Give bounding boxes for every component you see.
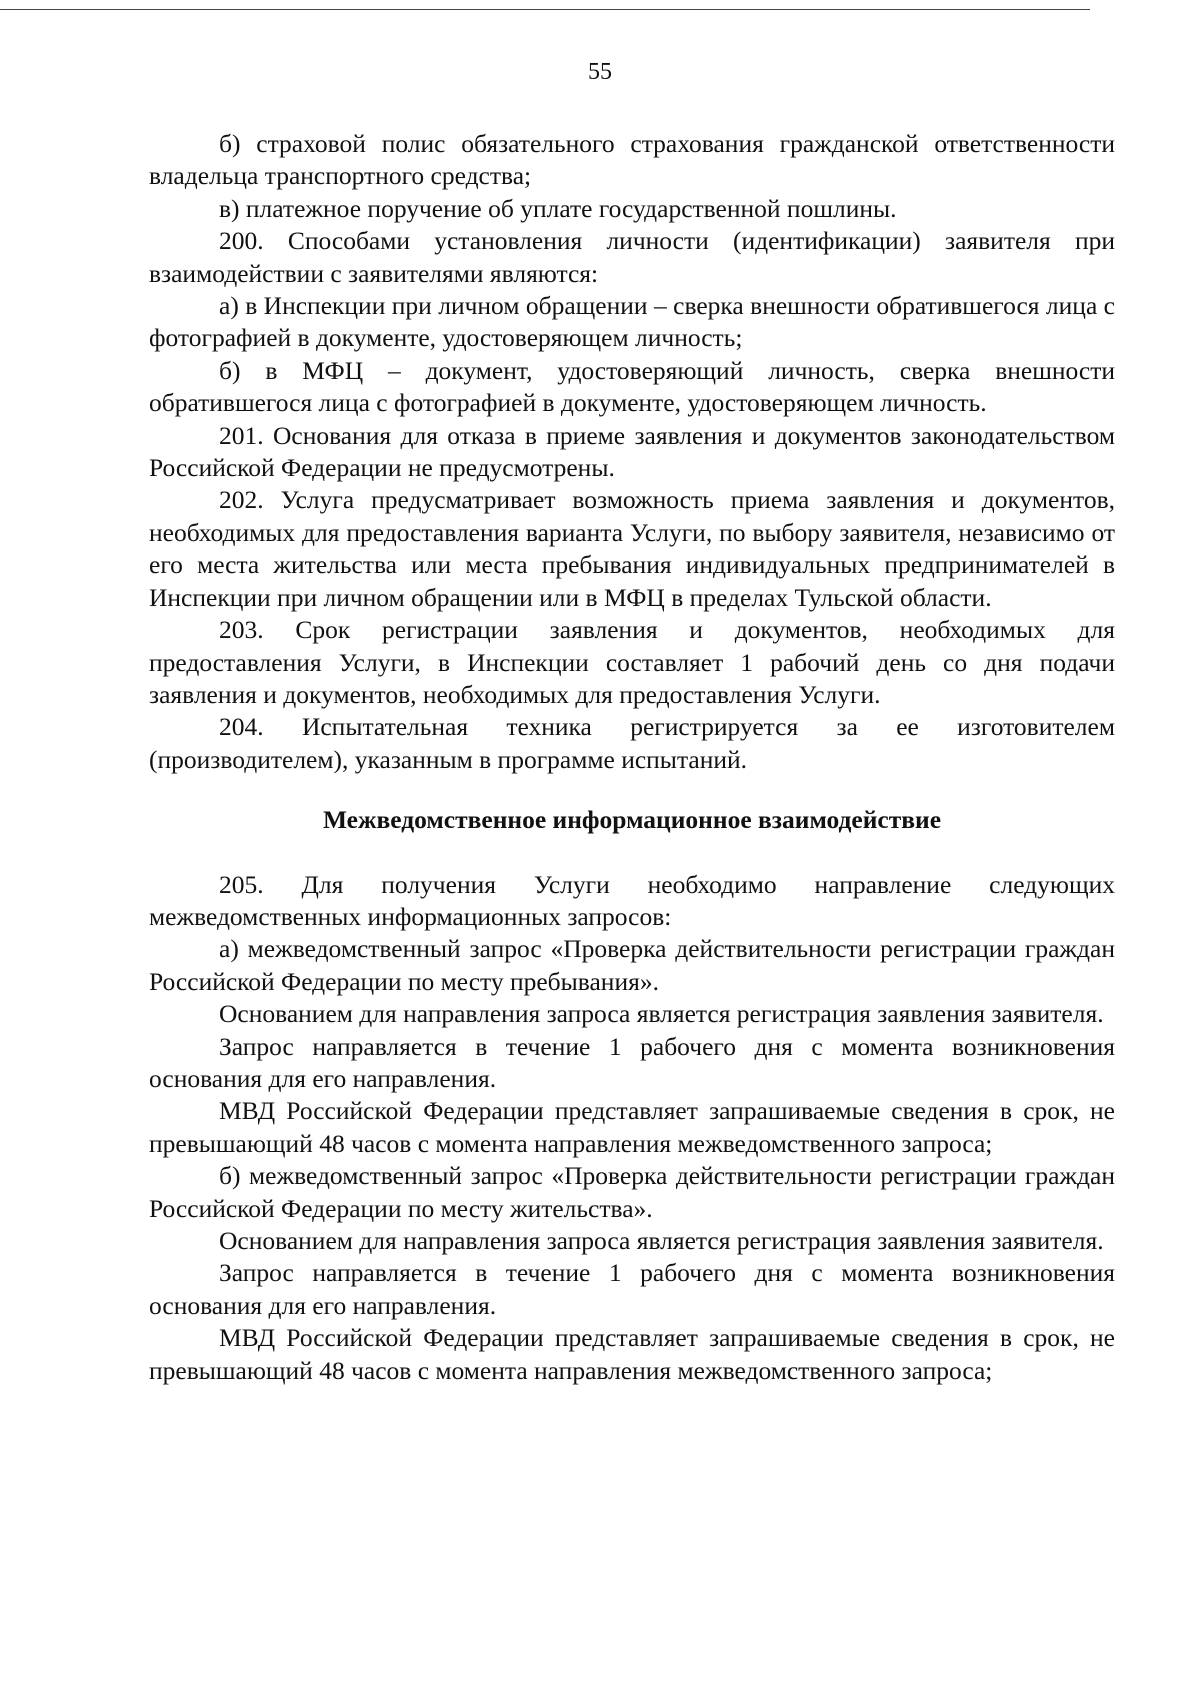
paragraph: б) в МФЦ – документ, удостоверяющий личность, сверка внешности обратившегося лица с фотографией в документе, удостоверяющем личность. xyxy=(149,355,1115,418)
paragraph: 204. Испытательная техника регистрируется за ее изготовителем (производителем), указанным в программе испытаний. xyxy=(149,712,1115,774)
paragraph: Основанием для направления запроса является регистрация заявления заявителя. xyxy=(219,999,1104,1029)
page-number: 55 xyxy=(588,59,612,85)
top-scan-edge-line xyxy=(0,9,1090,10)
document-body xyxy=(149,128,1115,1387)
paragraph: Запрос направляется в течение 1 рабочего дня с момента возникновения основания для его направления. xyxy=(149,1031,1115,1093)
paragraph: а) межведомственный запрос «Проверка действительности регистрации граждан Российской Федерации по месту пребывания». xyxy=(149,934,1115,996)
paragraph: в) платежное поручение об уплате государственной пошлины. xyxy=(219,193,897,223)
paragraph: Основанием для направления запроса является регистрация заявления заявителя. xyxy=(219,1226,1104,1255)
paragraph: б) страховой полис обязательного страхования гражданской ответственности владельца транспортного средства; xyxy=(149,129,1115,191)
paragraph: 202. Услуга предусматривает возможность приема заявления и документов, необходимых для предоставления варианта Услуги, по выбору заявителя, независимо от его места жительства или места пребывания индивидуальных предпринимателей в Инспекции при личном обращении или в МФЦ в пределах Тульской области. xyxy=(149,485,1115,612)
paragraph: 205. Для получения Услуги необходимо направление следующих межведомственных информационных запросов: xyxy=(149,869,1115,931)
paragraph: Запрос направляется в течение 1 рабочего дня с момента возникновения основания для его направления. xyxy=(149,1258,1115,1320)
paragraph: 201. Основания для отказа в приеме заявления и документов законодательством Российской Федерации не предусмотрены. xyxy=(149,420,1115,483)
paragraph: 203. Срок регистрации заявления и документов, необходимых для предоставления Услуги, в Инспекции составляет 1 рабочий день со дня подачи заявления и документов, необходимых для предоставления Услуги. xyxy=(149,615,1115,709)
paragraph: МВД Российской Федерации представляет запрашиваемые сведения в срок, не превышающий 48 часов с момента направления межведомственного запроса; xyxy=(149,1323,1115,1385)
section-heading: Межведомственное информационное взаимодействие xyxy=(322,805,942,835)
paragraph: а) в Инспекции при личном обращении – сверка внешности обратившегося лица с фотографией в документе, удостоверяющем личность; xyxy=(149,291,1115,353)
paragraph: б) межведомственный запрос «Проверка действительности регистрации граждан Российской Федерации по месту жительства». xyxy=(149,1161,1115,1223)
paragraph: 200. Способами установления личности (идентификации) заявителя при взаимодействии с заявителями являются: xyxy=(149,226,1115,288)
paragraph: МВД Российской Федерации представляет запрашиваемые сведения в срок, не превышающий 48 часов с момента направления межведомственного запроса; xyxy=(149,1096,1115,1158)
